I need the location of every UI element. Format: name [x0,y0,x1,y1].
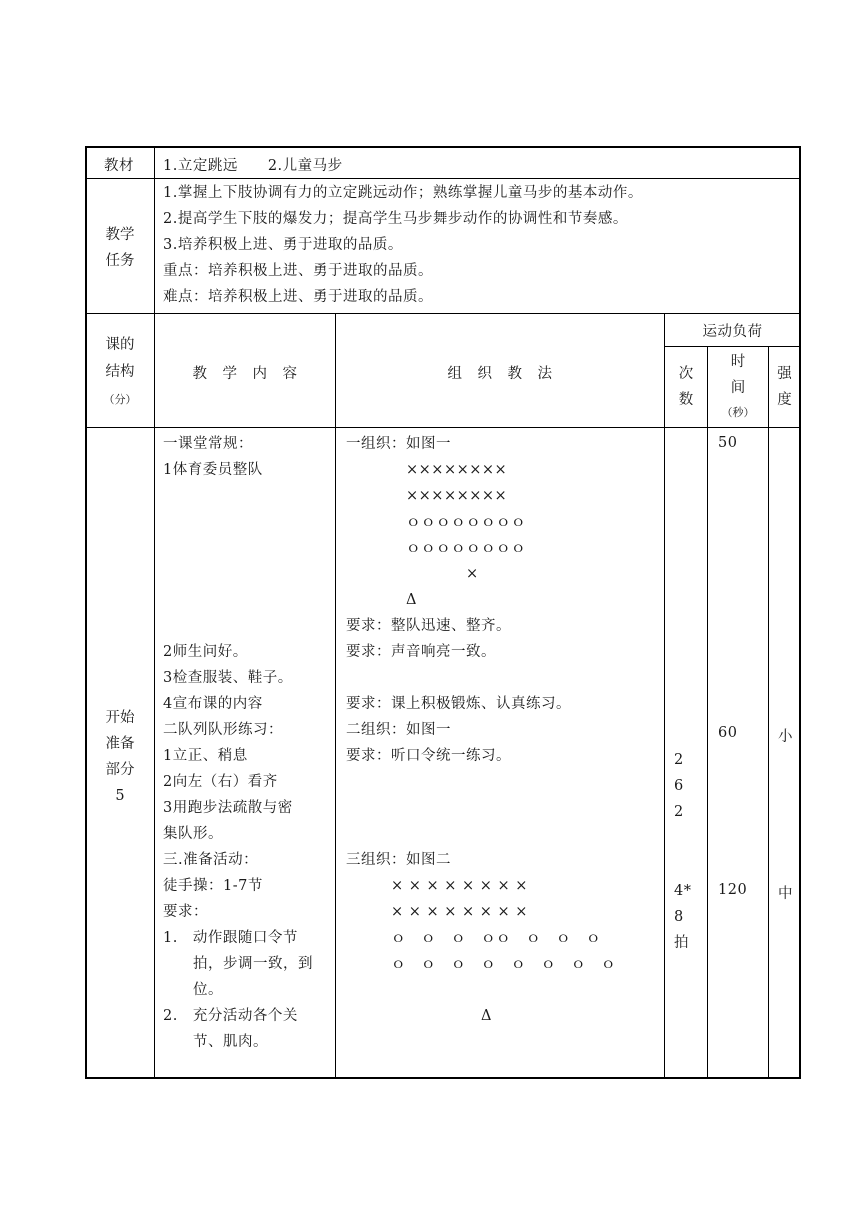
task-difficulty: 难点：培养积极上进、勇于进取的品质。 [163,289,433,305]
content-line [163,587,313,613]
formation-row: × × × × × × × × [346,904,528,920]
structure-header: 课的 结构 （分） [103,337,137,406]
content-line: 要求： [163,904,208,920]
task-list [163,180,643,310]
content-list [163,431,313,1055]
times-value: 4* [674,883,692,899]
content-line [163,613,313,639]
teacher-marker: Δ [346,1008,492,1024]
load-header: 运动负荷 [702,324,763,340]
times-value: 6 [674,778,684,794]
col-divider [707,346,708,1077]
times-value: 拍 [674,935,689,951]
row-divider [86,178,800,179]
content-line: 1. 动作跟随口令节 [163,930,298,946]
method-header: 组 织 教 法 [447,366,553,382]
duration-value: 50 [718,435,738,451]
method-line: 要求：课上积极锻炼、认真练习。 [346,696,571,712]
content-line: 4宣布课的内容 [163,696,263,712]
duration-header: 时 间 （秒） [721,354,755,419]
method-line: 要求：听口令统一练习。 [346,748,511,764]
section-label: 开始 准备 部分 5 [86,705,154,809]
times-value: 2 [674,752,684,768]
formation-row: ×××××××× [346,462,508,478]
content-line [163,509,313,535]
section-minutes: 5 [115,788,125,804]
col-divider [335,313,336,1077]
content-line: 一课堂常规： [163,436,253,452]
content-line: 1立正、稍息 [163,748,248,764]
content-line: 二队列队形练习： [163,722,283,738]
method-line [346,665,616,691]
col-divider [154,148,155,1077]
material-label: 教材 [104,158,134,174]
content-line: 2师生问好。 [163,644,248,660]
content-line: 1体育委员整队 [163,462,263,478]
formation-row: ×××××××× [346,488,508,504]
duration-value: 60 [718,725,738,741]
content-header: 教 学 内 容 [192,366,298,382]
row-divider [86,427,800,428]
method-list [346,431,616,1029]
formation-row: ｏｏｏｏｏｏｏｏ [346,514,526,530]
content-line [163,561,313,587]
content-line: 三.准备活动： [163,852,259,868]
row-divider [665,346,800,347]
content-line: 位。 [163,982,223,998]
col-divider [768,346,769,1077]
method-line: 三组织：如图二 [346,852,451,868]
times-value: 2 [674,804,684,820]
method-line: 要求：整队迅速、整齐。 [346,618,511,634]
content-line [163,483,313,509]
teacher-marker: Δ [346,592,417,608]
col-divider [664,313,665,1077]
task-label: 教学 任务 [105,227,135,269]
intensity-value: 小 [778,729,793,745]
content-line: 2向左（右）看齐 [163,774,278,790]
task-item: 3.培养积极上进、勇于进取的品质。 [163,237,403,253]
times-header: 次 数 [678,366,694,408]
content-line: 徒手操：1-7节 [163,878,263,894]
content-line: 拍，步调一致，到 [163,956,313,972]
formation-row: × [346,566,479,582]
material-value: 1.立定跳远 2.儿童马步 [163,158,343,174]
content-line [163,535,313,561]
times-values [674,747,684,825]
content-line: 2. 充分活动各个关 [163,1008,298,1024]
duration-value: 120 [718,882,748,898]
method-line [346,795,616,821]
method-line [346,769,616,795]
times-values [674,878,691,956]
method-line: 要求：声音响亮一致。 [346,644,496,660]
task-item: 2.提高学生下肢的爆发力；提高学生马步舞步动作的协调性和节奏感。 [163,211,628,227]
method-line [346,821,616,847]
formation-row: ｏｏｏｏｏｏｏｏ [346,540,526,556]
intensity-value: 中 [778,886,793,902]
method-line [346,977,616,1003]
method-line: 一组织：如图一 [346,436,451,452]
content-line: 节、肌肉。 [163,1034,268,1050]
formation-row: ｏ ｏ ｏ ｏ ｏ ｏ ｏ ｏ [346,956,616,972]
content-line: 3用跑步法疏散与密 [163,800,293,816]
task-key-point: 重点：培养积极上进、勇于进取的品质。 [163,263,433,279]
method-line: 二组织：如图一 [346,722,451,738]
times-value: 8 [674,909,684,925]
row-divider [86,313,800,314]
formation-row: ｏ ｏ ｏ ｏｏ ｏ ｏ ｏ [346,930,601,946]
content-line: 集队形。 [163,826,223,842]
intensity-header: 强 度 [777,366,792,408]
task-item: 1.掌握上下肢协调有力的立定跳远动作；熟练掌握儿童马步的基本动作。 [163,185,643,201]
formation-row: × × × × × × × × [346,878,528,894]
content-line: 3检查服装、鞋子。 [163,670,293,686]
